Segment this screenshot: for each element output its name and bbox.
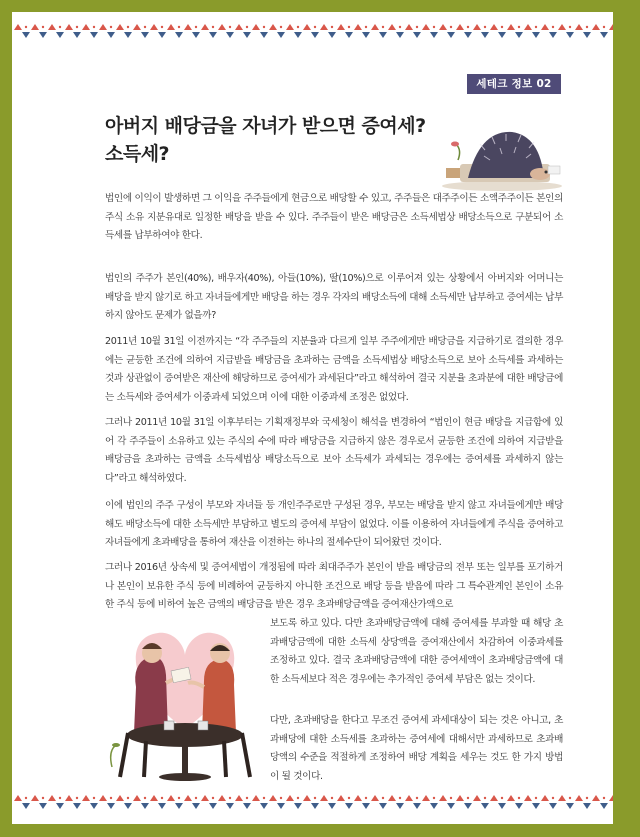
border-triangle bbox=[362, 803, 370, 809]
border-dot bbox=[263, 797, 265, 799]
border-triangle bbox=[371, 24, 379, 30]
border-triangle bbox=[14, 795, 22, 801]
border-triangle bbox=[345, 32, 353, 38]
border-triangle bbox=[31, 24, 39, 30]
border-dot bbox=[484, 26, 486, 28]
border-dot bbox=[144, 26, 146, 28]
border-dot bbox=[467, 797, 469, 799]
border-triangle bbox=[235, 795, 243, 801]
border-triangle bbox=[507, 795, 515, 801]
border-triangle bbox=[464, 32, 472, 38]
border-triangle bbox=[226, 32, 234, 38]
border-dot bbox=[314, 797, 316, 799]
border-triangle bbox=[31, 795, 39, 801]
border-triangle bbox=[277, 803, 285, 809]
border-triangle bbox=[158, 803, 166, 809]
border-triangle bbox=[566, 803, 574, 809]
border-dot bbox=[76, 797, 78, 799]
border-dot bbox=[246, 26, 248, 28]
border-triangle bbox=[473, 24, 481, 30]
border-triangle bbox=[192, 803, 200, 809]
border-triangle bbox=[430, 32, 438, 38]
border-triangle bbox=[209, 803, 217, 809]
paragraph-5: 이에 법인의 주주 구성이 부모와 자녀들 등 개인주주로만 구성된 경우, 부모는 배당을 받지 않고 자녀들에게만 배당해도 배당소득에 대한 소득세만 부담하고 별도의 증여세 부담이 없었다. 이를 이용하여 자녀들에게 주식을 증여하고 자녀들에게 초과배당을 통하여 재산을 이전하는 하나의 절세수단이 되어왔던 것이다. bbox=[105, 500, 563, 549]
border-triangle bbox=[260, 803, 268, 809]
border-triangle bbox=[175, 803, 183, 809]
border-triangle bbox=[209, 32, 217, 38]
border-triangle bbox=[158, 32, 166, 38]
border-triangle bbox=[320, 24, 328, 30]
border-dot bbox=[518, 797, 520, 799]
border-dot bbox=[144, 797, 146, 799]
border-triangle bbox=[116, 24, 124, 30]
border-triangle bbox=[600, 32, 608, 38]
border-dot bbox=[110, 797, 112, 799]
border-dot bbox=[195, 797, 197, 799]
border-triangle bbox=[549, 32, 557, 38]
border-dot bbox=[314, 26, 316, 28]
border-triangle bbox=[396, 803, 404, 809]
border-triangle bbox=[65, 24, 73, 30]
border-dot bbox=[450, 26, 452, 28]
border-triangle bbox=[56, 803, 64, 809]
border-triangle bbox=[218, 24, 226, 30]
border-triangle bbox=[600, 803, 608, 809]
border-triangle bbox=[388, 24, 396, 30]
border-triangle bbox=[532, 803, 540, 809]
border-dot bbox=[552, 26, 554, 28]
border-triangle bbox=[294, 32, 302, 38]
border-triangle bbox=[541, 24, 549, 30]
border-dot bbox=[365, 797, 367, 799]
border-dot bbox=[127, 26, 129, 28]
border-triangle bbox=[456, 795, 464, 801]
border-triangle bbox=[328, 803, 336, 809]
border-triangle bbox=[609, 795, 613, 801]
border-dot bbox=[552, 797, 554, 799]
border-dot bbox=[25, 26, 27, 28]
border-dot bbox=[433, 26, 435, 28]
border-dot bbox=[212, 797, 214, 799]
border-triangle bbox=[252, 795, 260, 801]
border-dot bbox=[416, 797, 418, 799]
border-dot bbox=[161, 797, 163, 799]
border-triangle bbox=[430, 803, 438, 809]
border-triangle bbox=[447, 803, 455, 809]
border-dot bbox=[178, 797, 180, 799]
decorative-border-bottom bbox=[12, 793, 613, 811]
border-triangle bbox=[90, 803, 98, 809]
border-triangle bbox=[456, 24, 464, 30]
paragraph-4: 그러나 2011년 10월 31일 이후부터는 기획재정부와 국세청이 해석을 변경하여 “법인이 현금 배당을 지급함에 있어 각 주주들이 소유하고 있는 주식의 수에 따라 배당금을 지급하지 않은 경우로서 균등한 조건에 의하여 지급받을 배당금을 초과하는 금액을 소득세법상 배당소득으로 보아 소득세가 과세되는 경우에는 증여세를 과세하지 않는다”라고 해석하였다. bbox=[105, 417, 563, 484]
border-triangle bbox=[150, 24, 158, 30]
border-triangle bbox=[286, 795, 294, 801]
border-triangle bbox=[549, 803, 557, 809]
border-triangle bbox=[473, 795, 481, 801]
border-triangle bbox=[362, 32, 370, 38]
border-triangle bbox=[515, 32, 523, 38]
border-triangle bbox=[583, 32, 591, 38]
decorative-border-top bbox=[12, 22, 613, 40]
border-triangle bbox=[354, 24, 362, 30]
border-dot bbox=[212, 26, 214, 28]
border-triangle bbox=[141, 803, 149, 809]
border-triangle bbox=[82, 24, 90, 30]
border-triangle bbox=[532, 32, 540, 38]
paragraph-6-top: 그러나 2016년 상속세 및 증여세법이 개정됨에 따라 최대주주가 본인이 받을 배당금의 전부 또는 일부를 포기하거나 본인이 보유한 주식 등에 비례하여 균등하지 아니한 조건으로 배당 등을 받음에 따라 그 특수관계인 본인이 소유한 주식 등에 비하여 높은 금액의 배당금을 받은 경우 초과배당금액을 증여재산가액으로 bbox=[105, 562, 563, 611]
border-triangle bbox=[22, 32, 30, 38]
border-triangle bbox=[14, 24, 22, 30]
border-triangle bbox=[515, 803, 523, 809]
border-triangle bbox=[507, 24, 515, 30]
border-triangle bbox=[167, 24, 175, 30]
border-triangle bbox=[575, 24, 583, 30]
border-triangle bbox=[354, 795, 362, 801]
border-triangle bbox=[592, 24, 600, 30]
paragraph-6-continued: 보도록 하고 있다. 다만 초과배당금액에 대해 증여세를 부과할 때 해당 초과배당금액에 대한 소득세 상당액을 증여재산에서 차감하여 이중과세를 조정하고 있다. 결국 초과배당금액에 대한 증여세액이 초과배당금액에 대한 소득세보다 적은 경우에는 추가적인 증여세 부담은 없는 것이다. bbox=[270, 618, 563, 685]
border-dot bbox=[229, 26, 231, 28]
paragraph-7: 다만, 초과배당을 한다고 무조건 증여세 과세대상이 되는 것은 아니고, 초과배당에 대한 소득세를 초과하는 증여세에 대해서만 과세하므로 초과배당액의 수준을 적절하게 조정하여 배당 계획을 세우는 것도 한 가지 방법이 될 것이다. bbox=[270, 715, 563, 782]
border-dot bbox=[195, 26, 197, 28]
border-dot bbox=[42, 797, 44, 799]
border-dot bbox=[501, 797, 503, 799]
border-triangle bbox=[371, 795, 379, 801]
border-triangle bbox=[73, 803, 81, 809]
border-triangle bbox=[422, 795, 430, 801]
border-triangle bbox=[73, 32, 81, 38]
page-title bbox=[105, 112, 445, 168]
border-dot bbox=[263, 26, 265, 28]
border-dot bbox=[42, 26, 44, 28]
border-dot bbox=[433, 797, 435, 799]
border-triangle bbox=[609, 24, 613, 30]
border-dot bbox=[331, 26, 333, 28]
border-triangle bbox=[490, 24, 498, 30]
border-triangle bbox=[252, 24, 260, 30]
border-triangle bbox=[175, 32, 183, 38]
border-triangle bbox=[150, 795, 158, 801]
border-triangle bbox=[90, 32, 98, 38]
border-triangle bbox=[286, 24, 294, 30]
border-triangle bbox=[337, 24, 345, 30]
border-triangle bbox=[541, 795, 549, 801]
border-triangle bbox=[218, 795, 226, 801]
border-dot bbox=[535, 26, 537, 28]
border-triangle bbox=[413, 32, 421, 38]
border-triangle bbox=[184, 795, 192, 801]
title-line-2: 소득세? bbox=[105, 143, 170, 165]
border-triangle bbox=[328, 32, 336, 38]
section-tag: 세테크 정보 02 bbox=[467, 74, 561, 94]
border-triangle bbox=[277, 32, 285, 38]
border-dot bbox=[603, 797, 605, 799]
border-triangle bbox=[524, 24, 532, 30]
border-triangle bbox=[116, 795, 124, 801]
border-triangle bbox=[107, 803, 115, 809]
border-triangle bbox=[184, 24, 192, 30]
border-triangle bbox=[99, 24, 107, 30]
border-triangle bbox=[413, 803, 421, 809]
paragraph-3: 2011년 10월 31일 이전까지는 “각 주주들의 지분율과 다르게 일부 주주에게만 배당금을 지급하기로 결의한 경우에는 균등한 조건에 의하여 지급받을 배당금을 초과하는 금액을 소득세법상 배당소득으로 보아 소득세를 과세하는 것과 상관없이 증여받은 재산에 해당하므로 증여세가 과세된다”라고 해석하여 결국 지분율 초과분에 대한 배당금에는 소득세와 증여세가 이중과세 되었으며 이에 대한 이중과세 조정은 없었다. bbox=[105, 336, 563, 403]
border-triangle bbox=[311, 803, 319, 809]
border-dot bbox=[467, 26, 469, 28]
border-triangle bbox=[405, 24, 413, 30]
border-triangle bbox=[260, 32, 268, 38]
border-dot bbox=[229, 797, 231, 799]
border-dot bbox=[76, 26, 78, 28]
border-triangle bbox=[99, 795, 107, 801]
border-dot bbox=[569, 26, 571, 28]
border-triangle bbox=[481, 803, 489, 809]
border-dot bbox=[416, 26, 418, 28]
border-triangle bbox=[320, 795, 328, 801]
border-triangle bbox=[226, 803, 234, 809]
border-triangle bbox=[56, 32, 64, 38]
border-dot bbox=[382, 797, 384, 799]
border-triangle bbox=[439, 795, 447, 801]
border-dot bbox=[110, 26, 112, 28]
border-dot bbox=[297, 797, 299, 799]
border-triangle bbox=[201, 795, 209, 801]
border-dot bbox=[382, 26, 384, 28]
border-triangle bbox=[192, 32, 200, 38]
border-triangle bbox=[303, 24, 311, 30]
border-dot bbox=[161, 26, 163, 28]
border-dot bbox=[603, 26, 605, 28]
title-line-1: 아버지 배당금을 자녀가 받으면 증여세? bbox=[105, 115, 426, 137]
border-dot bbox=[535, 797, 537, 799]
border-triangle bbox=[583, 803, 591, 809]
border-dot bbox=[178, 26, 180, 28]
border-triangle bbox=[124, 32, 132, 38]
border-dot bbox=[25, 797, 27, 799]
border-dot bbox=[59, 26, 61, 28]
border-triangle bbox=[388, 795, 396, 801]
border-triangle bbox=[498, 32, 506, 38]
border-triangle bbox=[481, 32, 489, 38]
border-triangle bbox=[345, 803, 353, 809]
border-triangle bbox=[337, 795, 345, 801]
border-triangle bbox=[303, 795, 311, 801]
border-triangle bbox=[269, 24, 277, 30]
border-triangle bbox=[490, 795, 498, 801]
border-triangle bbox=[498, 803, 506, 809]
border-triangle bbox=[396, 32, 404, 38]
border-triangle bbox=[405, 795, 413, 801]
border-dot bbox=[518, 26, 520, 28]
border-dot bbox=[399, 797, 401, 799]
border-dot bbox=[586, 797, 588, 799]
border-triangle bbox=[379, 803, 387, 809]
border-triangle bbox=[243, 32, 251, 38]
border-triangle bbox=[294, 803, 302, 809]
border-dot bbox=[569, 797, 571, 799]
border-triangle bbox=[447, 32, 455, 38]
border-triangle bbox=[48, 24, 56, 30]
border-triangle bbox=[235, 24, 243, 30]
border-triangle bbox=[575, 795, 583, 801]
border-triangle bbox=[22, 803, 30, 809]
hedgehog-illustration bbox=[440, 120, 565, 196]
border-triangle bbox=[422, 24, 430, 30]
border-triangle bbox=[379, 32, 387, 38]
border-triangle bbox=[167, 795, 175, 801]
border-dot bbox=[501, 26, 503, 28]
border-triangle bbox=[82, 795, 90, 801]
border-dot bbox=[331, 797, 333, 799]
border-triangle bbox=[558, 24, 566, 30]
border-triangle bbox=[133, 795, 141, 801]
border-triangle bbox=[141, 32, 149, 38]
border-dot bbox=[127, 797, 129, 799]
border-dot bbox=[280, 26, 282, 28]
border-dot bbox=[93, 797, 95, 799]
border-dot bbox=[297, 26, 299, 28]
border-dot bbox=[348, 797, 350, 799]
border-triangle bbox=[464, 803, 472, 809]
border-triangle bbox=[566, 32, 574, 38]
border-triangle bbox=[524, 795, 532, 801]
border-triangle bbox=[39, 803, 47, 809]
paragraph-1: 법인에 이익이 발생하면 그 이익을 주주들에게 현금으로 배당할 수 있고, 주주들은 대주주이든 소액주주이든 본인의 주식 소유 지분유대로 일정한 배당을 받을 수 있다. 주주들이 받은 배당금은 소득세법상 배당소득으로 구분되어 소득세를 납부하여야 한다. bbox=[105, 193, 563, 242]
border-dot bbox=[450, 797, 452, 799]
border-triangle bbox=[65, 795, 73, 801]
paragraph-2: 법인의 주주가 본인(40%), 배우자(40%), 아들(10%), 딸(10%)으로 이루어져 있는 상황에서 아버지와 어머니는 배당을 받지 않기로 하고 자녀들에게만 배당을 하는 경우 각자의 배당소득에 대해 소득세만 납부하고 증여세는 납부하지 않아도 문제가 없을까? bbox=[105, 273, 563, 322]
border-dot bbox=[348, 26, 350, 28]
border-triangle bbox=[201, 24, 209, 30]
border-triangle bbox=[39, 32, 47, 38]
border-triangle bbox=[107, 32, 115, 38]
couple-at-table-illustration bbox=[106, 617, 264, 789]
border-triangle bbox=[311, 32, 319, 38]
border-dot bbox=[59, 797, 61, 799]
border-triangle bbox=[48, 795, 56, 801]
border-dot bbox=[93, 26, 95, 28]
border-triangle bbox=[592, 795, 600, 801]
border-triangle bbox=[133, 24, 141, 30]
border-dot bbox=[365, 26, 367, 28]
border-triangle bbox=[124, 803, 132, 809]
border-dot bbox=[399, 26, 401, 28]
document-page bbox=[12, 12, 613, 824]
border-dot bbox=[484, 797, 486, 799]
border-dot bbox=[246, 797, 248, 799]
border-triangle bbox=[269, 795, 277, 801]
border-triangle bbox=[558, 795, 566, 801]
border-triangle bbox=[243, 803, 251, 809]
border-dot bbox=[280, 797, 282, 799]
border-triangle bbox=[439, 24, 447, 30]
border-dot bbox=[586, 26, 588, 28]
